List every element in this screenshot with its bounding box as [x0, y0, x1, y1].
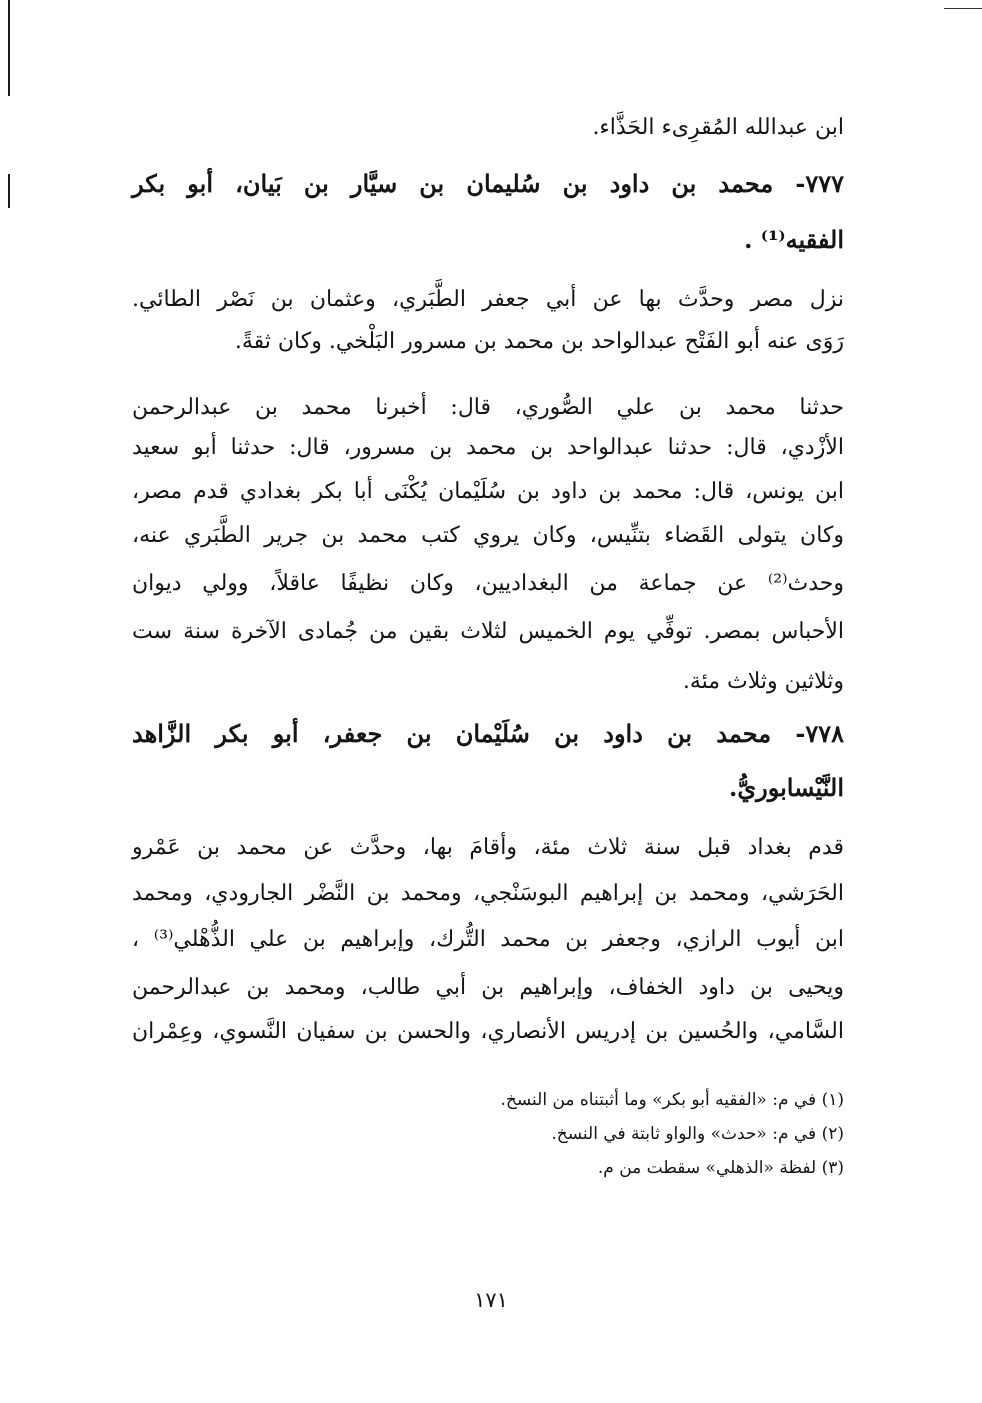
- text-line-10: وحدث⁽²⁾ عن جماعة من البغداديين، وكان نظيفًا عاقلاً، وولي ديوان: [132, 571, 844, 596]
- text-line-16: الحَرَشي، ومحمد بن إبراهيم البوسَنْجي، ومحمد بن النَّضْر الجارودي، ومحمد: [132, 881, 844, 906]
- text-line-19: السَّامي، والحُسين بن إدريس الأنصاري، والحسن بن سفيان النَّسوي، وعِمْران: [132, 1019, 844, 1044]
- entry-heading-778: ٧٧٨- محمد بن داود بن سُلَيْمان بن جعفر، أبو بكر الزَّاهد: [132, 719, 844, 748]
- scan-edge-mark-top: [8, 0, 10, 96]
- scan-edge-mark-middle: [8, 174, 10, 208]
- text-line-12: وثلاثين وثلاث مئة.: [682, 669, 844, 694]
- footnote-2: (٢) في م: «حدث» والواو ثابتة في النسخ.: [551, 1124, 844, 1144]
- text-line-15: قدم بغداد قبل سنة ثلاث مئة، وأقامَ بها، وحدَّث عن محمد بن عَمْرو: [132, 835, 844, 860]
- text-line-7: الأزْدي، قال: حدثنا عبدالواحد بن محمد بن مسرور، قال: حدثنا أبو سعيد: [132, 435, 844, 460]
- text-line-8: ابن يونس، قال: محمد بن داود بن سُلَيْمان يُكْنَى أبا بكر بغدادي قدم مصر،: [132, 479, 844, 504]
- scan-edge-mark-right: [944, 8, 982, 9]
- page-number: ١٧١: [474, 1288, 508, 1312]
- entry-heading-778-cont: النَّيْسابوريُّ.: [729, 773, 844, 802]
- text-line-9: وكان يتولى القَضاء بتنِّيس، وكان يروي كتب محمد بن جرير الطَّبَري عنه،: [132, 523, 844, 548]
- footnote-1: (١) في م: «الفقيه أبو بكر» وما أثبتناه من النسخ.: [500, 1090, 844, 1110]
- footnote-3: (٣) لفظة «الذهلي» سقطت من م.: [597, 1158, 844, 1178]
- text-line-11: الأحباس بمصر. توفِّي يوم الخميس لثلاث بقين من جُمادى الآخرة سنة ست: [132, 619, 844, 644]
- text-line-17: ابن أيوب الرازي، وجعفر بن محمد التُّرك، وإبراهيم بن علي الذُّهْلي⁽³⁾ ،: [132, 927, 845, 952]
- entry-heading-777-cont: الفقيه⁽¹⁾ .: [744, 225, 844, 254]
- text-line-4: نزل مصر وحدَّث بها عن أبي جعفر الطَّبَري، وعثمان بن نَصْر الطائي.: [132, 287, 844, 312]
- text-line-5: رَوَى عنه أبو الفَتْح عبدالواحد بن محمد بن مسرور البَلْخي. وكان ثقةً.: [234, 329, 844, 354]
- text-line-6: حدثنا محمد بن علي الصُّوري، قال: أخبرنا محمد بن عبدالرحمن: [132, 395, 844, 420]
- text-line-18: ويحيى بن داود الخفاف، وإبراهيم بن أبي طالب، ومحمد بن عبدالرحمن: [132, 975, 844, 1000]
- text-line-1: ابن عبدالله المُقرِىء الحَذَّاء.: [592, 115, 844, 140]
- entry-heading-777: ٧٧٧- محمد بن داود بن سُليمان بن سيَّار بن بَيان، أبو بكر: [132, 169, 844, 198]
